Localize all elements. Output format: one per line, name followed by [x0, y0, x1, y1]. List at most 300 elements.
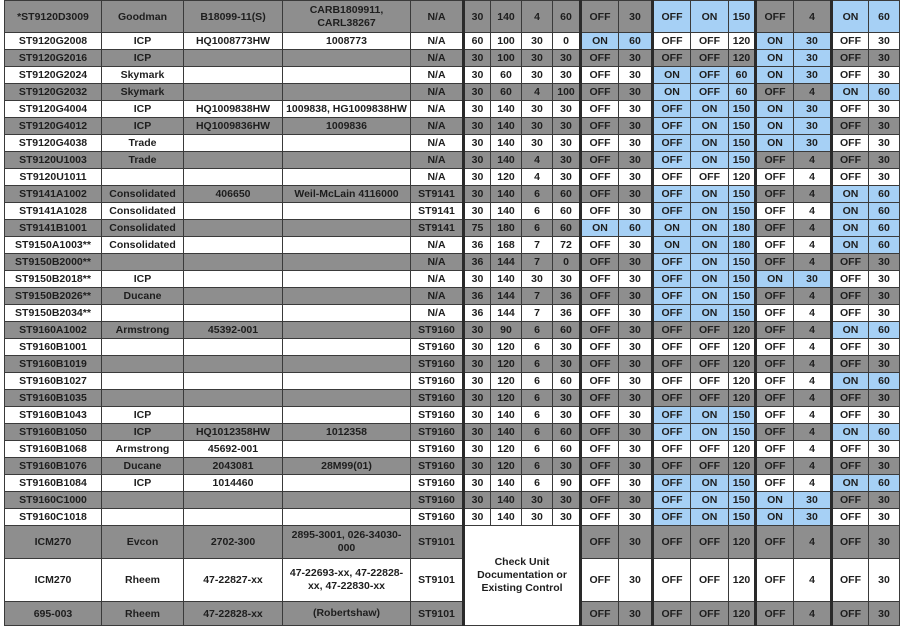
alt-part-cell: [283, 203, 411, 220]
sw2-time-cell: 60: [729, 84, 756, 101]
min-on-cell: 30: [522, 509, 553, 526]
sw4-cell: OFF: [832, 339, 869, 356]
sw3-time-cell: 4: [794, 526, 832, 559]
sw3-cell: OFF: [756, 407, 794, 424]
sw2a-cell: OFF: [653, 458, 691, 475]
heat-anticipator-cell: 30: [464, 458, 491, 475]
sw2-time-cell: 150: [729, 135, 756, 152]
sw3-cell: OFF: [756, 424, 794, 441]
sw2-time-cell: 180: [729, 237, 756, 254]
model-number-cell: ST9120G2032: [5, 84, 102, 101]
max-cycle-cell: 140: [491, 475, 522, 492]
sw3-time-cell: 4: [794, 288, 832, 305]
model-number-cell: ST9120G4012: [5, 118, 102, 135]
min-on-cell: 4: [522, 152, 553, 169]
model-number-cell: ST9160B1050: [5, 424, 102, 441]
alt-part-cell: [283, 475, 411, 492]
sw1-time-cell: 30: [619, 458, 653, 475]
sw4-time-cell: 60: [869, 424, 900, 441]
sw1-time-cell: 30: [619, 1, 653, 33]
sw3-cell: OFF: [756, 203, 794, 220]
table-row: [5, 526, 900, 559]
sw1-cell: OFF: [581, 118, 619, 135]
min-on-cell: 4: [522, 84, 553, 101]
substitute-cell: ST9160: [411, 339, 464, 356]
sw1-cell: OFF: [581, 1, 619, 33]
oem-part-cell: [184, 339, 283, 356]
sw3-time-cell: 30: [794, 271, 832, 288]
sw1-time-cell: 30: [619, 186, 653, 203]
sw1-cell: OFF: [581, 407, 619, 424]
min-off-cell: 30: [553, 50, 581, 67]
oem-part-cell: 45392-001: [184, 322, 283, 339]
max-cycle-cell: 144: [491, 305, 522, 322]
model-number-cell: ST9141B1001: [5, 220, 102, 237]
sw2b-cell: OFF: [691, 526, 729, 559]
sw1-time-cell: 30: [619, 237, 653, 254]
max-cycle-cell: 140: [491, 424, 522, 441]
sw3-cell: OFF: [756, 220, 794, 237]
sw1-cell: OFF: [581, 559, 619, 602]
heat-anticipator-cell: 30: [464, 169, 491, 186]
sw4-time-cell: 30: [869, 254, 900, 271]
sw2-time-cell: 120: [729, 33, 756, 50]
table-row: [5, 322, 900, 339]
sw2a-cell: OFF: [653, 441, 691, 458]
alt-part-cell: [283, 390, 411, 407]
sw2a-cell: ON: [653, 84, 691, 101]
max-cycle-cell: 144: [491, 288, 522, 305]
sw1-cell: OFF: [581, 356, 619, 373]
sw1-time-cell: 30: [619, 492, 653, 509]
oem-part-cell: [184, 237, 283, 254]
model-number-cell: ST9160A1002: [5, 322, 102, 339]
sw3-time-cell: 4: [794, 1, 832, 33]
sw4-time-cell: 30: [869, 50, 900, 67]
min-on-cell: 6: [522, 458, 553, 475]
sw2-time-cell: 150: [729, 118, 756, 135]
min-off-cell: 30: [553, 390, 581, 407]
sw1-cell: OFF: [581, 526, 619, 559]
min-off-cell: 0: [553, 33, 581, 50]
sw4-time-cell: 30: [869, 101, 900, 118]
sw4-cell: OFF: [832, 441, 869, 458]
sw2b-cell: ON: [691, 152, 729, 169]
min-off-cell: 30: [553, 271, 581, 288]
heat-anticipator-cell: 30: [464, 186, 491, 203]
model-number-cell: ST9120G2024: [5, 67, 102, 84]
sw2b-cell: ON: [691, 254, 729, 271]
sw4-time-cell: 30: [869, 305, 900, 322]
substitute-cell: N/A: [411, 271, 464, 288]
max-cycle-cell: 140: [491, 492, 522, 509]
heat-anticipator-cell: 30: [464, 50, 491, 67]
min-off-cell: 30: [553, 135, 581, 152]
sw4-time-cell: 30: [869, 559, 900, 602]
sw4-time-cell: 30: [869, 356, 900, 373]
alt-part-cell: [283, 220, 411, 237]
sw3-cell: ON: [756, 135, 794, 152]
substitute-cell: ST9160: [411, 441, 464, 458]
min-off-cell: 90: [553, 475, 581, 492]
sw1-cell: OFF: [581, 101, 619, 118]
min-off-cell: 60: [553, 373, 581, 390]
min-on-cell: 30: [522, 101, 553, 118]
sw1-time-cell: 30: [619, 101, 653, 118]
min-on-cell: 7: [522, 237, 553, 254]
substitute-cell: N/A: [411, 33, 464, 50]
sw1-time-cell: 30: [619, 441, 653, 458]
sw3-time-cell: 30: [794, 33, 832, 50]
sw1-time-cell: 30: [619, 118, 653, 135]
substitute-cell: N/A: [411, 135, 464, 152]
sw4-cell: OFF: [832, 390, 869, 407]
sw4-cell: OFF: [832, 101, 869, 118]
max-cycle-cell: 140: [491, 101, 522, 118]
table-row: [5, 475, 900, 492]
brand-cell: Goodman: [102, 1, 184, 33]
min-on-cell: 6: [522, 424, 553, 441]
max-cycle-cell: 140: [491, 118, 522, 135]
heat-anticipator-cell: 30: [464, 135, 491, 152]
substitute-cell: ST9160: [411, 424, 464, 441]
sw2a-cell: OFF: [653, 169, 691, 186]
sw1-cell: OFF: [581, 305, 619, 322]
sw2a-cell: OFF: [653, 339, 691, 356]
min-on-cell: 6: [522, 339, 553, 356]
table-row: [5, 220, 900, 237]
sw3-cell: OFF: [756, 559, 794, 602]
sw3-time-cell: 4: [794, 441, 832, 458]
max-cycle-cell: 60: [491, 67, 522, 84]
max-cycle-cell: 144: [491, 254, 522, 271]
substitute-cell: ST9141: [411, 186, 464, 203]
model-number-cell: ST9160B1068: [5, 441, 102, 458]
oem-part-cell: [184, 509, 283, 526]
heat-anticipator-cell: 30: [464, 67, 491, 84]
heat-anticipator-cell: 30: [464, 390, 491, 407]
sw2a-cell: OFF: [653, 526, 691, 559]
sw4-cell: OFF: [832, 356, 869, 373]
max-cycle-cell: 140: [491, 509, 522, 526]
sw1-time-cell: 60: [619, 33, 653, 50]
sw2a-cell: OFF: [653, 101, 691, 118]
model-number-cell: ST9120G4038: [5, 135, 102, 152]
heat-anticipator-cell: 30: [464, 101, 491, 118]
oem-part-cell: 45692-001: [184, 441, 283, 458]
substitute-cell: ST9160: [411, 475, 464, 492]
table-row: [5, 424, 900, 441]
max-cycle-cell: 120: [491, 458, 522, 475]
sw1-cell: OFF: [581, 67, 619, 84]
sw1-cell: OFF: [581, 373, 619, 390]
brand-cell: ICP: [102, 101, 184, 118]
sw3-cell: OFF: [756, 84, 794, 101]
sw1-time-cell: 30: [619, 559, 653, 602]
table-row: [5, 559, 900, 602]
heat-anticipator-cell: 30: [464, 424, 491, 441]
oem-part-cell: [184, 407, 283, 424]
sw2b-cell: ON: [691, 237, 729, 254]
min-on-cell: 30: [522, 50, 553, 67]
sw1-cell: OFF: [581, 84, 619, 101]
sw2-time-cell: 150: [729, 407, 756, 424]
max-cycle-cell: 100: [491, 33, 522, 50]
brand-cell: ICP: [102, 118, 184, 135]
sw4-cell: ON: [832, 220, 869, 237]
sw2a-cell: OFF: [653, 407, 691, 424]
sw3-cell: OFF: [756, 373, 794, 390]
oem-part-cell: HQ1012358HW: [184, 424, 283, 441]
max-cycle-cell: 140: [491, 271, 522, 288]
sw1-cell: ON: [581, 220, 619, 237]
substitute-cell: N/A: [411, 101, 464, 118]
sw1-time-cell: 30: [619, 50, 653, 67]
table-row: [5, 390, 900, 407]
sw3-time-cell: 4: [794, 186, 832, 203]
oem-part-cell: HQ1008773HW: [184, 33, 283, 50]
sw2b-cell: OFF: [691, 33, 729, 50]
model-number-cell: ST9120G2016: [5, 50, 102, 67]
sw3-time-cell: 4: [794, 407, 832, 424]
alt-part-cell: [283, 152, 411, 169]
brand-cell: Consolidated: [102, 203, 184, 220]
substitute-cell: N/A: [411, 84, 464, 101]
substitute-cell: ST9141: [411, 203, 464, 220]
sw2b-cell: OFF: [691, 373, 729, 390]
alt-part-cell: [283, 237, 411, 254]
min-off-cell: 60: [553, 441, 581, 458]
model-number-cell: ST9160B1019: [5, 356, 102, 373]
sw4-time-cell: 30: [869, 288, 900, 305]
min-off-cell: 30: [553, 67, 581, 84]
alt-part-cell: 1009838, HG1009838HW: [283, 101, 411, 118]
sw4-cell: OFF: [832, 118, 869, 135]
brand-cell: ICP: [102, 271, 184, 288]
brand-cell: Trade: [102, 135, 184, 152]
sw1-time-cell: 30: [619, 475, 653, 492]
table-row: [5, 254, 900, 271]
alt-part-cell: [283, 356, 411, 373]
sw2b-cell: OFF: [691, 441, 729, 458]
check-documentation-note: Check Unit Documentation or Existing Control: [464, 526, 581, 626]
sw2b-cell: OFF: [691, 390, 729, 407]
sw4-cell: OFF: [832, 407, 869, 424]
min-off-cell: 60: [553, 186, 581, 203]
sw2-time-cell: 150: [729, 305, 756, 322]
max-cycle-cell: 140: [491, 152, 522, 169]
oem-part-cell: HQ1009836HW: [184, 118, 283, 135]
heat-anticipator-cell: 30: [464, 271, 491, 288]
sw4-time-cell: 30: [869, 67, 900, 84]
min-on-cell: 6: [522, 373, 553, 390]
table-row: [5, 169, 900, 186]
sw3-time-cell: 4: [794, 559, 832, 602]
sw2a-cell: OFF: [653, 559, 691, 602]
table-row: [5, 152, 900, 169]
sw3-time-cell: 30: [794, 101, 832, 118]
table-row: [5, 339, 900, 356]
sw3-time-cell: 4: [794, 203, 832, 220]
sw4-cell: OFF: [832, 169, 869, 186]
table-row: [5, 101, 900, 118]
sw2a-cell: OFF: [653, 475, 691, 492]
alt-part-cell: [283, 169, 411, 186]
model-number-cell: ST9150B2026**: [5, 288, 102, 305]
max-cycle-cell: 140: [491, 135, 522, 152]
sw2b-cell: ON: [691, 118, 729, 135]
sw2a-cell: OFF: [653, 50, 691, 67]
oem-part-cell: 47-22827-xx: [184, 559, 283, 602]
sw3-time-cell: 30: [794, 118, 832, 135]
alt-part-cell: Weil-McLain 4116000: [283, 186, 411, 203]
sw1-time-cell: 30: [619, 509, 653, 526]
brand-cell: ICP: [102, 424, 184, 441]
heat-anticipator-cell: 30: [464, 356, 491, 373]
alt-part-cell: [283, 135, 411, 152]
heat-anticipator-cell: 36: [464, 237, 491, 254]
min-on-cell: 30: [522, 492, 553, 509]
sw3-cell: ON: [756, 50, 794, 67]
table-row: [5, 305, 900, 322]
oem-part-cell: 406650: [184, 186, 283, 203]
max-cycle-cell: 168: [491, 237, 522, 254]
sw2-time-cell: 120: [729, 602, 756, 626]
table-row: [5, 203, 900, 220]
sw1-cell: OFF: [581, 492, 619, 509]
table-row: [5, 509, 900, 526]
alt-part-cell: [283, 441, 411, 458]
heat-anticipator-cell: 30: [464, 203, 491, 220]
oem-part-cell: [184, 492, 283, 509]
min-off-cell: 0: [553, 254, 581, 271]
sw2a-cell: ON: [653, 67, 691, 84]
sw2a-cell: OFF: [653, 1, 691, 33]
sw1-cell: ON: [581, 33, 619, 50]
oem-part-cell: [184, 356, 283, 373]
sw4-cell: ON: [832, 237, 869, 254]
sw4-time-cell: 30: [869, 135, 900, 152]
table-row: [5, 492, 900, 509]
sw1-cell: OFF: [581, 50, 619, 67]
max-cycle-cell: 120: [491, 339, 522, 356]
min-off-cell: 36: [553, 305, 581, 322]
alt-part-cell: [283, 50, 411, 67]
sw3-time-cell: 4: [794, 602, 832, 626]
sw2a-cell: OFF: [653, 492, 691, 509]
sw4-time-cell: 30: [869, 33, 900, 50]
model-number-cell: ST9160B1076: [5, 458, 102, 475]
sw2b-cell: OFF: [691, 339, 729, 356]
sw3-time-cell: 4: [794, 356, 832, 373]
brand-cell: [102, 305, 184, 322]
sw2b-cell: ON: [691, 1, 729, 33]
substitute-cell: ST9160: [411, 509, 464, 526]
sw3-time-cell: 4: [794, 458, 832, 475]
oem-part-cell: [184, 288, 283, 305]
heat-anticipator-cell: 30: [464, 152, 491, 169]
sw1-time-cell: 30: [619, 526, 653, 559]
min-on-cell: 6: [522, 441, 553, 458]
sw2b-cell: OFF: [691, 356, 729, 373]
substitute-cell: N/A: [411, 169, 464, 186]
sw2a-cell: OFF: [653, 305, 691, 322]
oem-part-cell: B18099-11(S): [184, 1, 283, 33]
brand-cell: Ducane: [102, 288, 184, 305]
sw2b-cell: ON: [691, 203, 729, 220]
sw2-time-cell: 150: [729, 186, 756, 203]
substitute-cell: ST9160: [411, 322, 464, 339]
oem-part-cell: 47-22828-xx: [184, 602, 283, 626]
alt-part-cell: [283, 339, 411, 356]
oem-part-cell: [184, 84, 283, 101]
substitute-cell: N/A: [411, 254, 464, 271]
sw4-cell: ON: [832, 1, 869, 33]
brand-cell: Skymark: [102, 67, 184, 84]
sw2a-cell: OFF: [653, 322, 691, 339]
sw2b-cell: OFF: [691, 67, 729, 84]
alt-part-cell: (Robertshaw): [283, 602, 411, 626]
substitute-cell: N/A: [411, 67, 464, 84]
sw1-time-cell: 30: [619, 424, 653, 441]
sw4-cell: OFF: [832, 492, 869, 509]
brand-cell: ICP: [102, 50, 184, 67]
sw3-cell: ON: [756, 67, 794, 84]
sw2b-cell: ON: [691, 135, 729, 152]
sw4-cell: OFF: [832, 67, 869, 84]
max-cycle-cell: 100: [491, 50, 522, 67]
sw2a-cell: OFF: [653, 135, 691, 152]
sw4-cell: OFF: [832, 509, 869, 526]
sw1-cell: OFF: [581, 135, 619, 152]
sw1-time-cell: 30: [619, 169, 653, 186]
table-row: [5, 271, 900, 288]
table-row: [5, 1, 900, 33]
min-on-cell: 30: [522, 271, 553, 288]
sw3-cell: OFF: [756, 602, 794, 626]
sw1-cell: OFF: [581, 322, 619, 339]
sw3-cell: OFF: [756, 390, 794, 407]
sw4-time-cell: 30: [869, 526, 900, 559]
min-on-cell: 4: [522, 1, 553, 33]
min-off-cell: 30: [553, 339, 581, 356]
sw2a-cell: OFF: [653, 390, 691, 407]
sw2b-cell: ON: [691, 424, 729, 441]
sw3-cell: ON: [756, 33, 794, 50]
sw2b-cell: ON: [691, 475, 729, 492]
table-row: [5, 458, 900, 475]
min-on-cell: 6: [522, 220, 553, 237]
table-row: [5, 237, 900, 254]
sw4-cell: OFF: [832, 288, 869, 305]
sw4-time-cell: 30: [869, 492, 900, 509]
heat-anticipator-cell: 30: [464, 118, 491, 135]
sw2b-cell: ON: [691, 220, 729, 237]
brand-cell: Trade: [102, 152, 184, 169]
min-on-cell: 4: [522, 169, 553, 186]
brand-cell: [102, 373, 184, 390]
sw1-cell: OFF: [581, 271, 619, 288]
sw4-time-cell: 60: [869, 373, 900, 390]
model-number-cell: ST9160B1035: [5, 390, 102, 407]
sw1-time-cell: 30: [619, 390, 653, 407]
model-number-cell: ICM270: [5, 526, 102, 559]
sw4-cell: OFF: [832, 526, 869, 559]
min-on-cell: 6: [522, 186, 553, 203]
model-number-cell: ST9120G2008: [5, 33, 102, 50]
sw4-time-cell: 60: [869, 186, 900, 203]
model-number-cell: *ST9120D3009: [5, 1, 102, 33]
